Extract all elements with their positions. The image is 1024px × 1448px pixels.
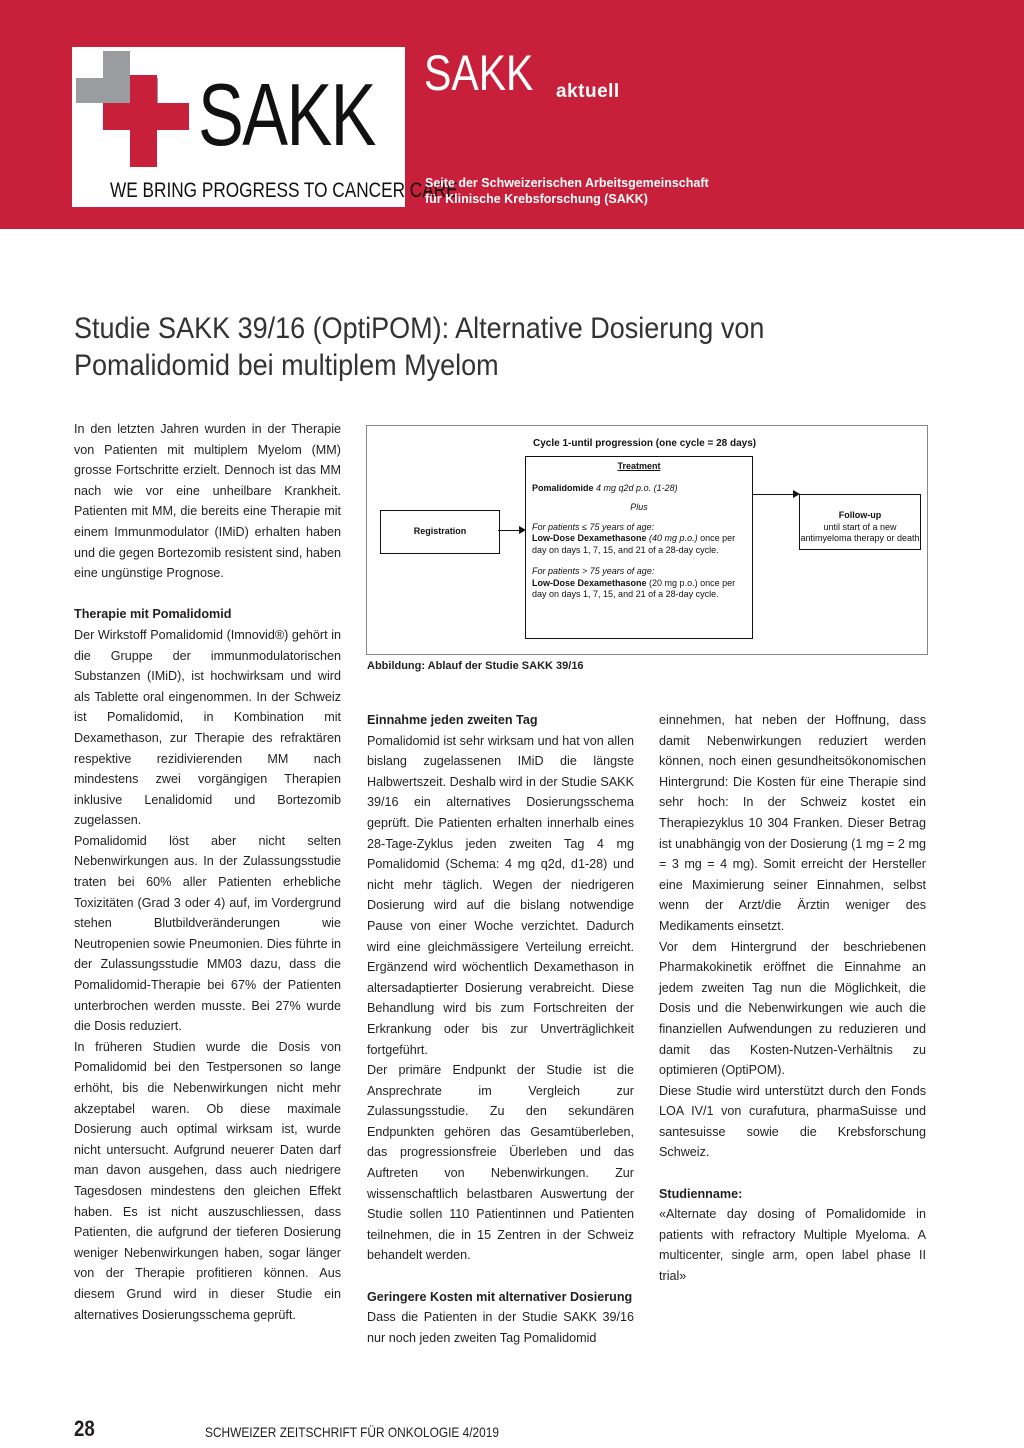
pomalidomide-dose: 4 mg q2d p.o. (1-28) xyxy=(596,482,678,493)
dexamethasone-label: Low-Dose Dexamethasone xyxy=(532,533,647,543)
young-schedule: once per day on days 1, 7, 15, and 21 of a 28-day cycle. xyxy=(532,533,736,555)
arrow-to-followup xyxy=(753,494,797,495)
dexamethasone-label: Low-Dose Dexamethasone xyxy=(532,577,647,588)
paragraph: Der primäre Endpunkt der Studie ist die Ansprechrate im Vergleich zur Zulassungsstudie. Zu den sekundären Endpunkten gehören das Gesamtüberleben, das progressionsfreie Überleben und das Auftreten von Nebenwirkungen. Zur wissenschaftlich belastbaren Auswertung der Studie sollen 110 Patientinnen und Patienten teilnehmen, die in 15 Zentren in der Schweiz behandelt werden. xyxy=(367,1063,634,1263)
sakk-logo xyxy=(72,47,458,207)
paragraph: Pomalidomid ist sehr wirksam und hat von allen bislang zugelassenen IMiD die längste Halbwertszeit. Deshalb wird in der Studie SAKK 39/16 ein alternatives Dosierungsschema geprüft. Die Patienten erhalten innerhalb eines 28-Tage-Zyklus jeden zweiten Tag 4 mg Pomalidomid (Schema: 4 mg q2d, d1-28) und nicht mehr täglich. Wegen der niedrigeren Dosierung wird auf die bislang notwendige Pause von einer Woche verzichtet. Dadurch wird eine gleichmässigere Verteilung erreicht. Ergänzend wird wöchentlich Dexamethason in altersadaptierter Dosierung verabreicht. Diese Behandlung wird bis zum Fortschreiten der Erkrankung oder bis zur Unverträglichkeit fortgeführt. xyxy=(367,733,634,1057)
pomalidomide-label: Pomalidomide xyxy=(532,482,594,493)
old-schedule: once per day on days 1, 7, 15, and 21 of a 28-day cycle. xyxy=(532,577,736,599)
paragraph: Der Wirkstoff Pomalidomid (Imnovid®) gehört in die Gruppe der immunmodulatorischen Substanzen (IMiD), ist hochwirksam und wird als Tablette oral eingenommen. In der Schweiz ist Pomalidomid, in Kombination mit Dexamethason, zur Therapie des refraktären respektive rezidivierenden MM nach mindestens zwei vorgängigen Therapien inklusive Lenalidomid und Bortezomib zugelassen. xyxy=(74,627,341,828)
brand-sub: aktuell xyxy=(556,81,620,102)
brand-title xyxy=(424,43,620,103)
young-patients-label: For patients ≤ 75 years of age: xyxy=(532,521,655,532)
registration-box xyxy=(380,510,500,554)
old-dose: (20 mg p.o.) xyxy=(649,577,698,588)
paragraph: Pomalidomid löst aber nicht selten Nebenwirkungen aus. In der Zulassungsstudie traten bei 60% aller Patienten erhebliche Toxizitäten (Grad 3 oder 4) auf, im Vordergrund stehen Blutbildveränderungen wie Neutropenien sowie Pneumonien. Dies führte in der Zulassungsstudie MM03 dazu, dass die Pomalidomid-Therapie bei 67% der Patienten unterbrochen werden musste. Bei 27% wurde die Dosis reduziert. xyxy=(74,833,341,1034)
registration-label: Registration xyxy=(413,526,467,536)
article-title: Studie SAKK 39/16 (OptiPOM): Alternative Dosierung von Pomalidomid bei multiplem Myelom xyxy=(74,312,765,382)
paragraph: Diese Studie wird unterstützt durch den Fonds LOA IV/1 von curafutura, pharmaSuisse und santesuisse sowie die Krebsforschung Schweiz. xyxy=(659,1083,926,1160)
brand-main: SAKK xyxy=(424,45,534,101)
logo-wordmark: SAKK xyxy=(198,65,375,164)
figure-caption: Abbildung: Ablauf der Studie SAKK 39/16 xyxy=(367,660,584,672)
arrow-to-treatment xyxy=(498,530,523,531)
old-patients-label: For patients > 75 years of age: xyxy=(532,566,655,576)
logo-cross-red-horizontal xyxy=(103,103,189,130)
journal-name: SCHWEIZER ZEITSCHRIFT FÜR ONKOLOGIE 4/2019 xyxy=(205,1424,500,1440)
paragraph: Dass die Patienten in der Studie SAKK 39/16 nur noch jeden zweiten Tag Pomalidomid xyxy=(367,1310,634,1345)
followup-text: until start of a new antimyeloma therapy or death xyxy=(800,521,920,543)
column-2 xyxy=(367,710,634,1348)
org-line-1: Seite der Schweizerischen Arbeitsgemeinschaft xyxy=(425,176,709,190)
treatment-box xyxy=(525,456,753,639)
cycle-title: Cycle 1-until progression (one cycle = 28 days) xyxy=(533,438,757,449)
study-flow-diagram xyxy=(366,425,928,655)
treatment-heading: Treatment xyxy=(617,461,661,471)
paragraph: Vor dem Hintergrund der beschriebenen Pharmakokinetik eröffnet die Einnahme an jedem zweiten Tag nun die Möglichkeit, die Dosis und die Nebenwirkungen wie auch die finanziellen Aufwendungen zu reduzieren und damit das Kosten-Nutzen-Verhältnis zu optimieren (OptiPOM). xyxy=(659,939,926,1078)
section-heading-dosing: Einnahme jeden zweiten Tag xyxy=(367,713,538,727)
section-heading-costs: Geringere Kosten mit alternativer Dosierung xyxy=(367,1289,633,1304)
section-heading-pomalidomid: Therapie mit Pomalidomid xyxy=(74,607,232,622)
plus-label: Plus xyxy=(630,502,648,512)
paragraph: einnehmen, hat neben der Hoffnung, dass damit Nebenwirkungen reduziert werden können, noch einen gesundheitsökonomischen Hintergrund: Die Kosten für eine Therapie sind sehr hoch: In der Schweiz kostet ein Therapiezyklus 10 304 Franken. Dieser Betrag ist unabhängig von der Dosierung (1 mg = 2 mg = 3 mg = 4 mg). Somit erreicht der Hersteller eine Maximierung seiner Einnahmen, selbst wenn der Arzt/die Ärztin weniger des Medikaments einsetzt. xyxy=(659,713,926,933)
column-3 xyxy=(659,710,926,1287)
intro-paragraph: In den letzten Jahren wurden in der Therapie von Patienten mit multiplem Myelom (MM) grosse Fortschritte erzielt. Dennoch ist das MM nach wie vor eine unheilbare Krankheit. Patienten mit MM, die bereits eine Therapie mit einem Immunmodulator (IMiD) erhalten haben und die gegen Bortezomib resistent sind, haben eine ungünstige Prognose. xyxy=(74,422,341,581)
logo-tagline: WE BRING PROGRESS TO CANCER CARE xyxy=(110,179,458,202)
paragraph: In früheren Studien wurde die Dosis von Pomalidomid bei den Testpersonen so lange erhöht, bis die Nebenwirkungen nicht mehr akzeptabel waren. Ob diese maximale Dosierung auch optimal wirksam ist, wurde nicht untersucht. Aufgrund neuerer Daten darf man davon ausgehen, dass auch niedrigere Tagesdosen mindestens den gleichen Effekt haben. Es ist nicht auszuschliessen, dass Patienten, die aufgrund der tieferen Dosierung weniger Nebenwirkungen haben, sogar länger von der Therapie profitieren können. Aus diesem Grund wird in dieser Studie ein alternatives Dosierungsschema geprüft. xyxy=(74,1039,341,1322)
page-number: 28 xyxy=(74,1416,95,1441)
young-dose: (40 mg p.o.) xyxy=(649,533,698,543)
column-1 xyxy=(74,419,341,1325)
followup-box xyxy=(799,494,921,550)
followup-title: Follow-up xyxy=(838,510,882,520)
header-banner xyxy=(0,0,1024,229)
study-name-text: «Alternate day dosing of Pomalidomide in patients with refractory Multiple Myeloma. A multicenter, single arm, open label phase II trial» xyxy=(659,1207,926,1284)
section-heading-study-name: Studienname: xyxy=(659,1186,743,1201)
org-line-2: für Klinische Krebsforschung (SAKK) xyxy=(425,192,648,206)
organization-description xyxy=(425,175,709,207)
